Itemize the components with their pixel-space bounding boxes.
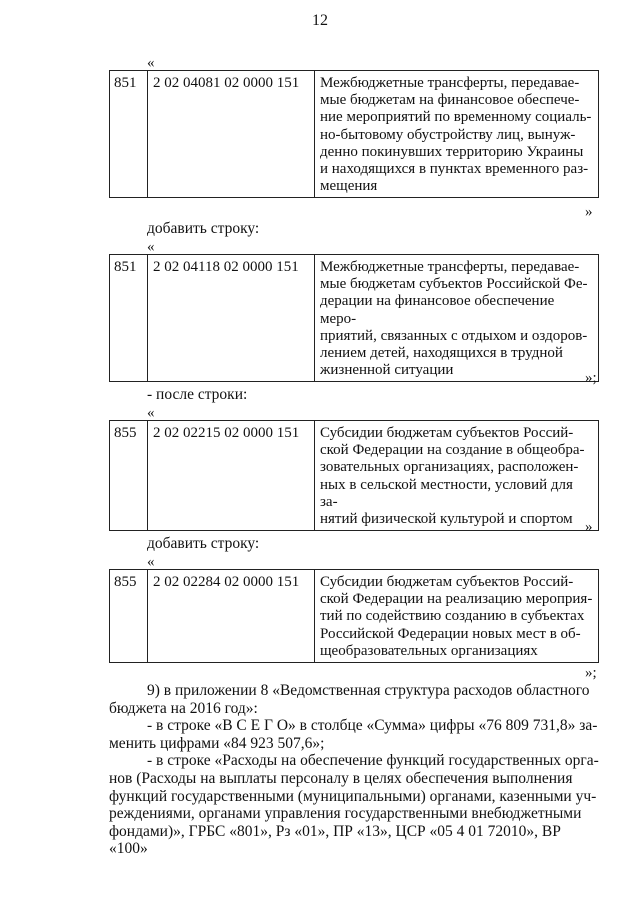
item-9-subitem-line: нов (Расходы на выплаты персоналу в целях обеспечения выполнения [109,769,573,787]
table-row [110,71,599,198]
budget-code-cell: 2 02 04081 02 0000 151 [148,71,315,198]
closing-quote: » [585,204,593,220]
grbs-cell: 855 [110,421,148,531]
closing-quote: »; [585,370,597,386]
page-number: 12 [312,12,328,29]
grbs-cell: 855 [110,570,148,663]
grbs-cell: 851 [110,255,148,382]
description-cell: Субсидии бюджетам субъектов Россий- ской Федерации на реализацию мероприя- тий по содействию созданию в субъектах Российской Федерации новых мест в об- щеобразовательных организациях [315,570,599,663]
table-row [110,255,599,382]
opening-quote: « [147,55,155,71]
description-cell: Межбюджетные трансферты, передавае- мые бюджетам на финансовое обеспече- ние мероприятий по временному социаль- но-бытовому обустройству лиц, вынуж- денно покинувших территорию Украины и находящихся в пунктах временного раз- мещения [315,71,599,198]
item-9-line: бюджета на 2016 год»: [109,699,258,717]
item-9-paragraph [109,682,599,858]
item-9-subitem-line: - в строке «Расходы на обеспечение функций государственных орга- [147,752,599,770]
item-9-subitem-line: фондами)», ГРБС «801», Рз «01», ПР «13», ЦСР «05 4 01 72010», ВР «100» [109,822,561,858]
budget-table-1 [109,70,599,198]
budget-table-3 [109,420,599,531]
item-9-subitem-line: реждениями, органами управления государственными внебюджетными [109,805,582,823]
item-9-subitem-line: - в строке «В С Е Г О» в столбце «Сумма» цифры «76 809 731,8» за- [147,717,598,735]
grbs-cell: 851 [110,71,148,198]
add-row-label: добавить строку: [147,535,260,552]
budget-table-2 [109,254,599,382]
opening-quote: « [147,554,155,570]
item-9-line: 9) в приложении 8 «Ведомственная структура расходов областного [147,682,590,699]
closing-quote: » [585,519,593,535]
add-row-label: добавить строку: [147,220,260,237]
opening-quote: « [147,405,155,421]
budget-code-cell: 2 02 04118 02 0000 151 [148,255,315,382]
after-row-label: - после строки: [147,386,248,403]
item-9-subitem-line: функций государственными (муниципальными) органами, казенными уч- [109,787,597,805]
description-cell: Субсидии бюджетам субъектов Россий- ской Федерации на создание в общеобра- зовательных организациях, расположен- ных в сельской местности, условий для за- нятий физической культурой и спортом [315,421,599,531]
item-9-subitem-line: менить цифрами «84 923 507,6»; [109,734,325,752]
closing-quote: »; [585,665,597,681]
opening-quote: « [147,239,155,255]
description-cell: Межбюджетные трансферты, передавае- мые бюджетам субъектов Российской Фе- дерации на финансовое обеспечение меро- приятий, связанных с отдыхом и оздоров- лением детей, находящихся в трудной жизненной ситуации [315,255,599,382]
budget-table-4 [109,569,599,663]
table-row [110,421,599,531]
budget-code-cell: 2 02 02284 02 0000 151 [148,570,315,663]
table-row [110,570,599,663]
budget-code-cell: 2 02 02215 02 0000 151 [148,421,315,531]
